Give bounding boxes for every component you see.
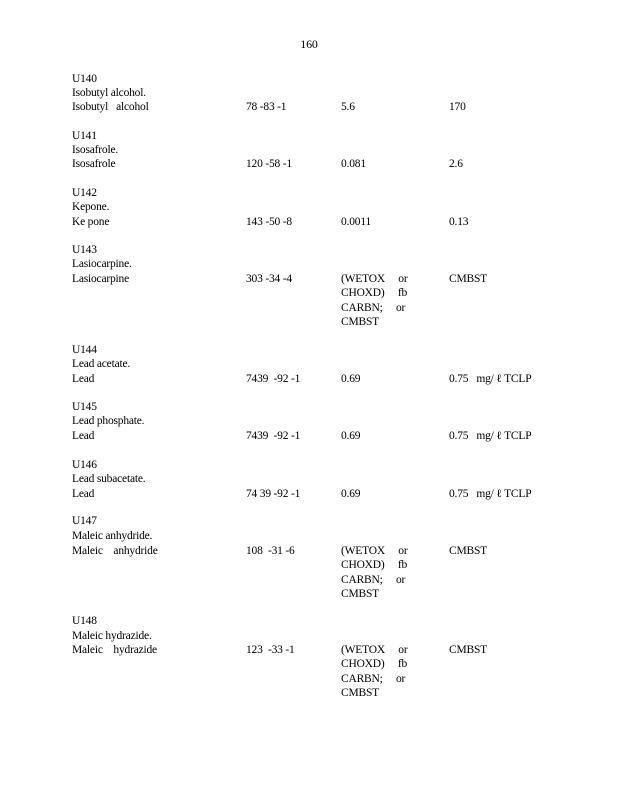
wastewater-standard: 0.081: [341, 158, 366, 170]
waste-name-heading: Lead phosphate.: [72, 415, 145, 427]
constituent-name: Isobutyl alcohol: [72, 101, 149, 113]
constituent-name: Maleic anhydride: [72, 545, 158, 557]
page-number: 160: [300, 37, 318, 51]
waste-code: U147: [72, 515, 97, 527]
wastewater-standard: (WETOX or CHOXD) fb CARBN; or CMBST: [341, 273, 408, 328]
nonwastewater-standard: 170: [449, 101, 466, 113]
constituent-name: Isosafrole: [72, 158, 116, 170]
nonwastewater-standard: 0.75 mg/ ℓ TCLP: [449, 373, 532, 385]
waste-name-heading: Isosafrole.: [72, 144, 119, 156]
cas-number: 120 -58 -1: [246, 158, 292, 170]
waste-name-heading: Maleic hydrazide.: [72, 630, 152, 642]
waste-code: U145: [72, 401, 97, 413]
cas-number: 7439 -92 -1: [246, 430, 301, 442]
cas-number: 303 -34 -4: [246, 273, 292, 285]
wastewater-standard: (WETOX or CHOXD) fb CARBN; or CMBST: [341, 545, 408, 600]
waste-code: U146: [72, 459, 97, 471]
constituent-name: Lead: [72, 430, 95, 442]
nonwastewater-standard: 0.75 mg/ ℓ TCLP: [449, 430, 532, 442]
waste-code: U144: [72, 344, 97, 356]
wastewater-standard: 0.0011: [341, 216, 371, 228]
waste-code: U143: [72, 244, 97, 256]
cas-number: 7439 -92 -1: [246, 373, 301, 385]
cas-number: 74 39 -92 -1: [246, 488, 301, 500]
waste-name-heading: Maleic anhydride.: [72, 530, 153, 542]
waste-name-heading: Lead subacetate.: [72, 473, 146, 485]
waste-name-heading: Kepone.: [72, 201, 110, 213]
waste-name-heading: Lead acetate.: [72, 358, 131, 370]
waste-code: U148: [72, 615, 97, 627]
constituent-name: Lead: [72, 373, 95, 385]
waste-name-heading: Lasiocarpine.: [72, 258, 132, 270]
waste-code: U141: [72, 130, 97, 142]
constituent-name: Lead: [72, 488, 95, 500]
wastewater-standard: (WETOX or CHOXD) fb CARBN; or CMBST: [341, 644, 408, 699]
wastewater-standard: 5.6: [341, 101, 355, 113]
nonwastewater-standard: 2.6: [449, 158, 463, 170]
constituent-name: Maleic hydrazide: [72, 644, 157, 656]
nonwastewater-standard: CMBST: [449, 644, 487, 656]
cas-number: 78 -83 -1: [246, 101, 287, 113]
waste-code: U142: [72, 187, 97, 199]
wastewater-standard: 0.69: [341, 373, 361, 385]
constituent-name: Lasiocarpine: [72, 273, 129, 285]
constituent-name: Ke pone: [72, 216, 110, 228]
cas-number: 123 -33 -1: [246, 644, 295, 656]
cas-number: 143 -50 -8: [246, 216, 292, 228]
wastewater-standard: 0.69: [341, 430, 361, 442]
waste-code: U140: [72, 73, 97, 85]
nonwastewater-standard: 0.13: [449, 216, 469, 228]
nonwastewater-standard: CMBST: [449, 273, 487, 285]
nonwastewater-standard: CMBST: [449, 545, 487, 557]
cas-number: 108 -31 -6: [246, 545, 295, 557]
waste-name-heading: Isobutyl alcohol.: [72, 87, 146, 99]
wastewater-standard: 0.69: [341, 488, 361, 500]
nonwastewater-standard: 0.75 mg/ ℓ TCLP: [449, 488, 532, 500]
